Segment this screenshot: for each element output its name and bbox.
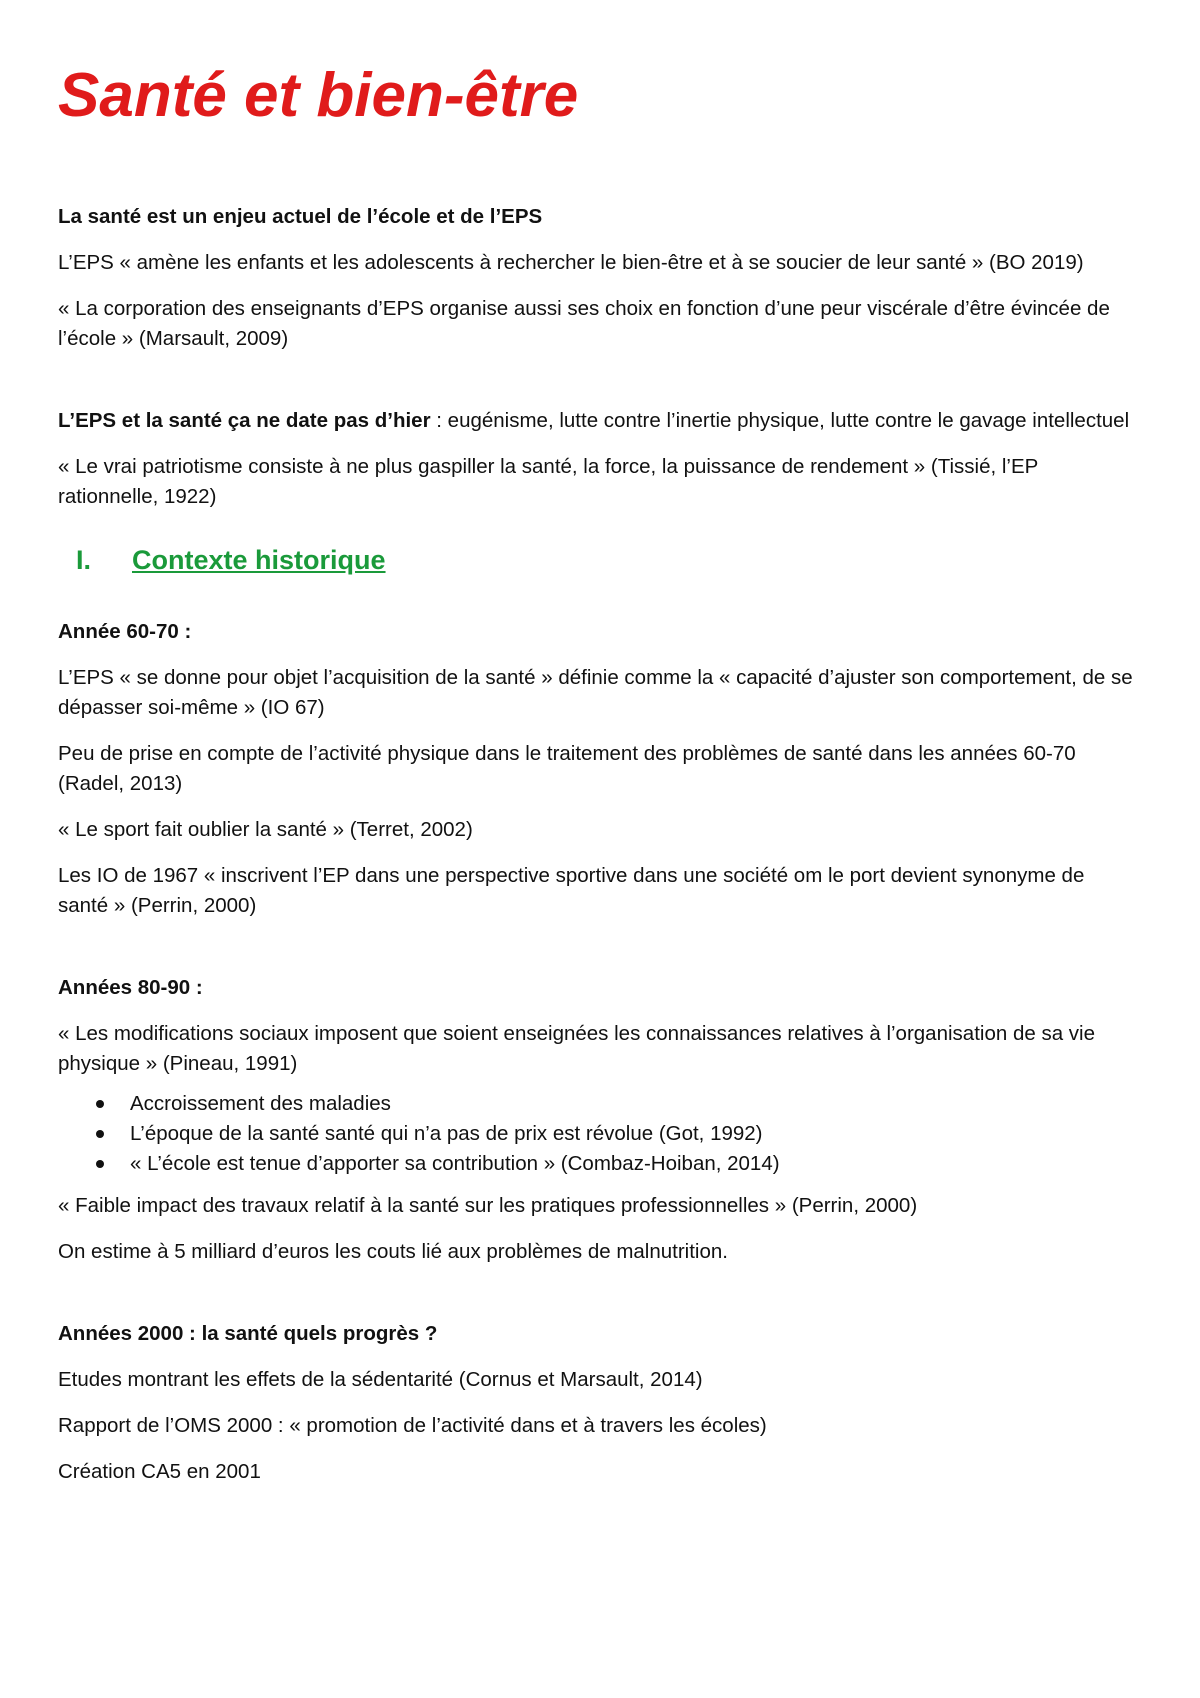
period-60-70-paragraph-4: Les IO de 1967 « inscrivent l’EP dans une perspective sportive dans une société om le port devient synonyme de santé » (Perrin, 2000) — [58, 863, 1085, 917]
history-intro-lead: L’EPS et la santé ça ne date pas d’hier — [58, 409, 431, 433]
list-item-text: L’époque de la santé santé qui n’a pas de prix est révolue (Got, 1992) — [130, 1121, 763, 1145]
section-heading — [76, 544, 1138, 576]
list-item-text: « L’école est tenue d’apporter sa contribution » (Combaz-Hoiban, 2014) — [130, 1151, 780, 1175]
period-2000-paragraph-2: Rapport de l’OMS 2000 : « promotion de l’activité dans et à travers les écoles) — [58, 1413, 767, 1437]
period-80-90-paragraph-1: « Les modifications sociaux imposent que soient enseignées les connaissances relatives à l’organisation de sa vie physique » (Pineau, 1991) — [58, 1021, 1095, 1075]
list-item — [58, 1119, 1138, 1149]
list-item — [58, 1149, 1138, 1179]
period-2000-heading: Années 2000 : la santé quels progrès ? — [58, 1321, 438, 1345]
history-intro-paragraph — [58, 406, 1138, 436]
intro-heading: La santé est un enjeu actuel de l’école et de l’EPS — [58, 205, 543, 229]
period-60-70-paragraph-3: « Le sport fait oublier la santé » (Terret, 2002) — [58, 817, 473, 841]
intro-paragraph-1: L’EPS « amène les enfants et les adolescents à rechercher le bien-être et à se soucier de leur santé » (BO 2019) — [58, 251, 1084, 275]
period-2000-paragraph-3: Création CA5 en 2001 — [58, 1459, 261, 1483]
period-60-70-paragraph-2: Peu de prise en compte de l’activité physique dans le traitement des problèmes de santé dans les années 60-70 (Radel, 2013) — [58, 741, 1076, 795]
section-number: I. — [76, 545, 92, 576]
period-60-70-heading: Année 60-70 : — [58, 619, 192, 643]
period-80-90-paragraph-3: On estime à 5 milliard d’euros les couts lié aux problèmes de malnutrition. — [58, 1239, 728, 1263]
section-title: Contexte historique — [132, 545, 386, 576]
period-80-90-bullet-list — [58, 1089, 1138, 1179]
page-title: Santé et bien-être — [58, 61, 579, 130]
list-item-text: Accroissement des maladies — [130, 1091, 391, 1115]
period-2000-paragraph-1: Etudes montrant les effets de la sédentarité (Cornus et Marsault, 2014) — [58, 1367, 703, 1391]
bullet-icon — [96, 1130, 104, 1138]
bullet-icon — [96, 1160, 104, 1168]
list-item — [58, 1089, 1138, 1119]
intro-paragraph-2: « La corporation des enseignants d’EPS organise aussi ses choix en fonction d’une peur viscérale d’être évincée de l’école » (Marsault, 2009) — [58, 297, 1110, 351]
period-60-70-paragraph-1: L’EPS « se donne pour objet l’acquisition de la santé » définie comme la « capacité d’ajuster son comportement, de se dépasser soi-même » (IO 67) — [58, 665, 1133, 719]
document-page — [58, 62, 1138, 1503]
history-intro-quote: « Le vrai patriotisme consiste à ne plus gaspiller la santé, la force, la puissance de rendement » (Tissié, l’EP rationnelle, 1922) — [58, 455, 1038, 509]
bullet-icon — [96, 1100, 104, 1108]
period-80-90-paragraph-2: « Faible impact des travaux relatif à la santé sur les pratiques professionnelles » (Perrin, 2000) — [58, 1193, 918, 1217]
history-intro-rest: : eugénisme, lutte contre l’inertie physique, lutte contre le gavage intellectuel — [430, 409, 1130, 433]
period-80-90-heading: Années 80-90 : — [58, 975, 203, 999]
